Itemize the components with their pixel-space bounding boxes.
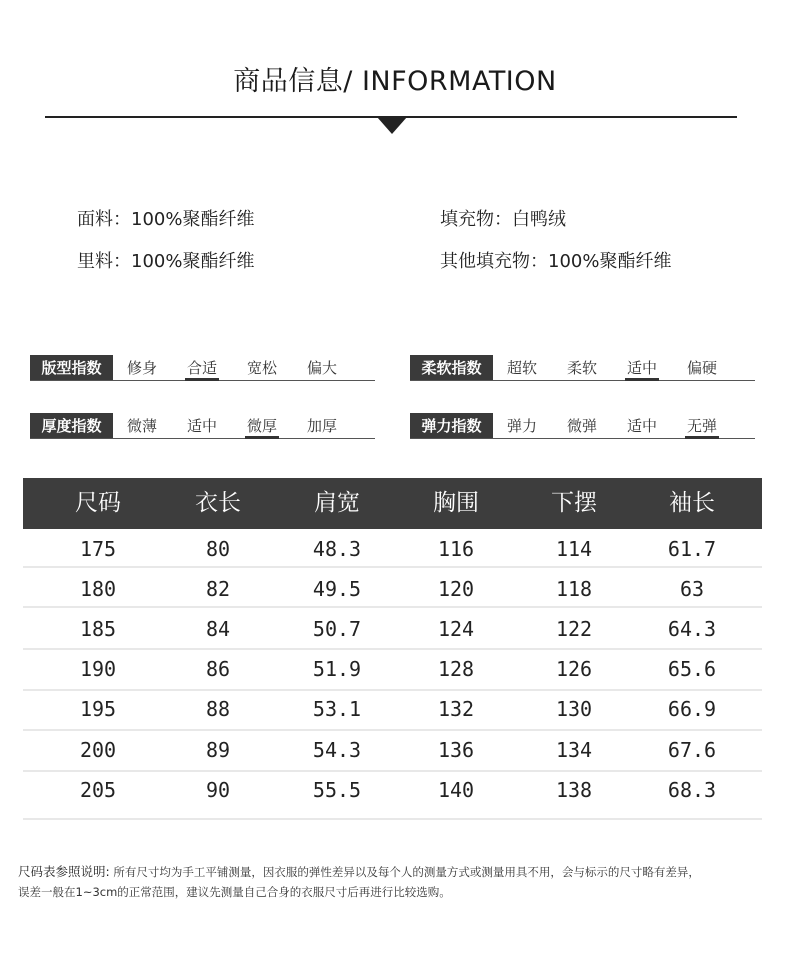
other-filling-info: 其他填充物：100%聚酯纤维: [440, 251, 672, 272]
row-divider: [23, 818, 762, 820]
divider-triangle-icon: [377, 117, 407, 134]
table-cell: 55.5: [312, 778, 362, 802]
index-label: 版型指数: [30, 355, 113, 381]
size-note: [18, 862, 778, 902]
index-selected-marker: [185, 378, 219, 381]
lining-info: 里料：100%聚酯纤维: [77, 251, 255, 272]
table-cell: 61.7: [667, 537, 717, 561]
table-cell: 53.1: [312, 697, 362, 721]
table-cell: 64.3: [667, 617, 717, 641]
table-cell: 80: [205, 537, 231, 561]
index-option: 微弹: [566, 417, 597, 435]
index-label: 柔软指数: [410, 355, 493, 381]
table-header-cell: 肩宽: [314, 490, 360, 516]
table-cell: 200: [79, 738, 117, 762]
table-cell: 118: [555, 577, 593, 601]
index-option: 微厚: [246, 417, 277, 435]
table-cell: 65.6: [667, 657, 717, 681]
index-option: 修身: [126, 359, 157, 377]
table-cell: 48.3: [312, 537, 362, 561]
table-header-cell: 衣长: [195, 490, 241, 516]
table-cell: 68.3: [667, 778, 717, 802]
index-baseline: [410, 380, 755, 381]
table-cell: 195: [79, 697, 117, 721]
index-selected-marker: [685, 436, 719, 439]
table-cell: 90: [205, 778, 231, 802]
table-cell: 86: [205, 657, 231, 681]
row-divider: [23, 648, 762, 650]
table-cell: 132: [437, 697, 475, 721]
page-title: 商品信息/ INFORMATION: [233, 66, 557, 97]
table-cell: 89: [205, 738, 231, 762]
table-cell: 180: [79, 577, 117, 601]
index-selected-marker: [625, 378, 659, 381]
size-note-title: 尺码表参照说明:: [18, 864, 110, 879]
row-divider: [23, 606, 762, 608]
table-cell: 126: [555, 657, 593, 681]
fabric-info: 面料：100%聚酯纤维: [77, 209, 255, 230]
table-cell: 128: [437, 657, 475, 681]
index-option: 宽松: [246, 359, 277, 377]
row-divider: [23, 689, 762, 691]
table-cell: 124: [437, 617, 475, 641]
table-cell: 51.9: [312, 657, 362, 681]
row-divider: [23, 566, 762, 568]
row-divider: [23, 770, 762, 772]
index-option: 适中: [626, 417, 657, 435]
table-header-cell: 袖长: [669, 490, 715, 516]
index-option: 柔软: [566, 359, 597, 377]
size-note-line1: 所有尺寸均为手工平铺测量，因衣服的弹性差异以及每个人的测量方式或测量用具不用，会与标示的尺寸略有差异，: [109, 865, 700, 879]
index-option: 超软: [506, 359, 537, 377]
table-cell: 130: [555, 697, 593, 721]
table-cell: 205: [79, 778, 117, 802]
table-header-cell: 胸围: [433, 490, 479, 516]
index-option: 加厚: [306, 417, 337, 435]
table-cell: 122: [555, 617, 593, 641]
index-option: 弹力: [506, 417, 537, 435]
index-option: 偏硬: [686, 359, 717, 377]
size-table-header: [23, 478, 762, 529]
table-cell: 120: [437, 577, 475, 601]
table-cell: 50.7: [312, 617, 362, 641]
index-option: 适中: [626, 359, 657, 377]
table-cell: 66.9: [667, 697, 717, 721]
size-note-line2: 误差一般在1~3cm的正常范围，建议先测量自己合身的衣服尺寸后再进行比较选购。: [18, 885, 451, 899]
table-cell: 84: [205, 617, 231, 641]
index-option: 微薄: [126, 417, 157, 435]
index-option: 适中: [186, 417, 217, 435]
table-cell: 175: [79, 537, 117, 561]
index-baseline: [30, 438, 375, 439]
table-cell: 138: [555, 778, 593, 802]
row-divider: [23, 729, 762, 731]
table-cell: 114: [555, 537, 593, 561]
table-cell: 116: [437, 537, 475, 561]
index-option: 偏大: [306, 359, 337, 377]
table-header-cell: 下摆: [551, 490, 597, 516]
table-cell: 54.3: [312, 738, 362, 762]
index-label: 厚度指数: [30, 413, 113, 439]
index-option: 无弹: [686, 417, 717, 435]
table-cell: 82: [205, 577, 231, 601]
table-cell: 136: [437, 738, 475, 762]
table-cell: 67.6: [667, 738, 717, 762]
table-cell: 63: [679, 577, 705, 601]
table-cell: 134: [555, 738, 593, 762]
table-cell: 140: [437, 778, 475, 802]
index-option: 合适: [186, 359, 217, 377]
table-cell: 190: [79, 657, 117, 681]
index-label: 弹力指数: [410, 413, 493, 439]
table-cell: 88: [205, 697, 231, 721]
index-selected-marker: [245, 436, 279, 439]
table-cell: 49.5: [312, 577, 362, 601]
table-header-cell: 尺码: [75, 490, 121, 516]
table-cell: 185: [79, 617, 117, 641]
filling-info: 填充物：白鸭绒: [440, 209, 566, 230]
